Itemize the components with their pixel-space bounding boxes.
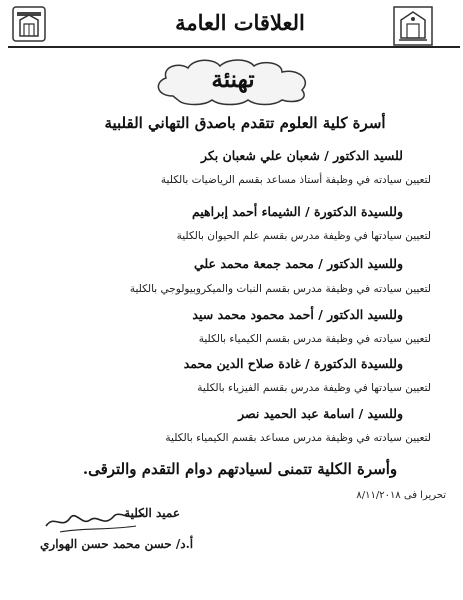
honoree-duty: لتعيين سيادته في وظيفة أستاذ مساعد بقسم الرياضيات بالكلية — [160, 174, 431, 186]
dean-name: أ.د/ حسن محمد حسن الهواري — [40, 537, 194, 551]
header-divider — [8, 46, 460, 48]
honoree-name: وللسيد / اسامة عبد الحميد نصر — [238, 406, 403, 421]
banner-title: تهنئة — [211, 66, 255, 93]
honoree-name: وللسيدة الدكتورة / الشيماء أحمد إبراهيم — [191, 204, 403, 219]
honoree-duty: لتعيين سيادته في وظيفة مدرس مساعد بقسم الكيمياء بالكلية — [165, 432, 431, 444]
intro-line: أسرة كلية العلوم تتقدم باصدق التهاني القلبية — [104, 114, 386, 132]
honoree-name: وللسيدة الدكتورة / غادة صلاح الدين محمد — [183, 356, 403, 371]
issue-date: تحريرا فى ٨/١١/٢٠١٨ — [356, 490, 446, 501]
honoree-name: للسيد الدكتور / شعبان علي شعبان بكر — [201, 148, 403, 163]
honoree-name: وللسيد الدكتور / محمد جمعة محمد علي — [193, 256, 403, 271]
closing-line: وأسرة الكلية تتمنى لسيادتهم دوام التقدم والترقى. — [82, 460, 398, 478]
department-title: العلاقات العامة — [175, 10, 305, 35]
honoree-name: وللسيد الدكتور / أحمد محمود محمد سيد — [192, 307, 403, 322]
honoree-duty: لتعيين سيادته في وظيفة مدرس بقسم النبات والميكروبيولوجي بالكلية — [129, 283, 431, 295]
university-logo — [393, 6, 433, 46]
honoree-duty: لتعيين سيادتها في وظيفة مدرس بقسم الفيزياء بالكلية — [197, 382, 431, 394]
honoree-duty: لتعيين سيادتها في وظيفة مدرس بقسم علم الحيوان بالكلية — [176, 230, 431, 242]
honoree-duty: لتعيين سيادته في وظيفة مدرس بقسم الكيمياء بالكلية — [198, 333, 431, 345]
dean-title: عميد الكلية — [124, 506, 180, 520]
emblem-logo — [12, 6, 46, 42]
